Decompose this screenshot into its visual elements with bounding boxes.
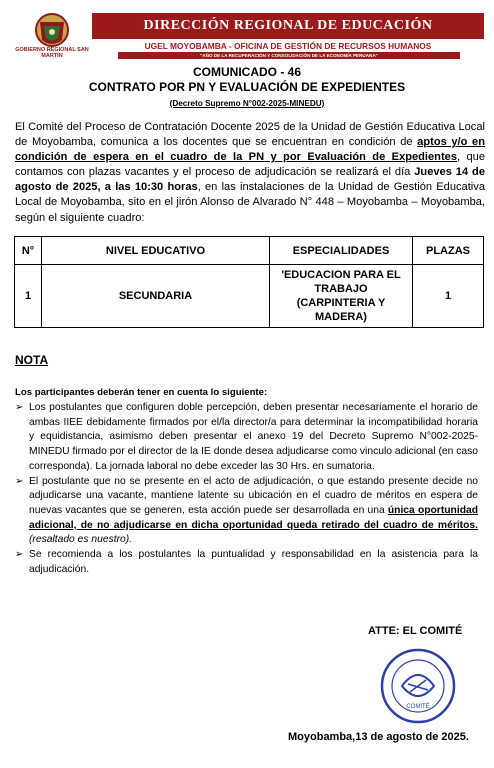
- table-header: ESPECIALIDADES: [270, 237, 413, 265]
- note-item-text: Los postulantes que configuren doble percepción, deben presentar necesariamente el horario de ambas IIEE debidamente firmados por el/la director/a para determinar la incompatibilidad horaria y equidistancia, asimismo deben presentar el anexo 19 del Decreto Supremo N°002-2025-MINEDU firmado por el director de la IE donde desea adjudicarse como vinculo adicional (en caso corresponda). La jornada laboral no debe exceder las 30 Hrs. en sumatoria.: [29, 402, 478, 472]
- arrow-bullet-icon: ➢: [15, 402, 24, 413]
- note-item-text: [29, 475, 478, 549]
- committee-seal-stamp: [378, 646, 458, 726]
- arrow-bullet-icon: ➢: [15, 475, 24, 487]
- arrow-bullet-icon: ➢: [15, 549, 24, 561]
- ugel-office-line: UGEL MOYOBAMBA - OFICINA DE GESTIÓN DE RECURSOS HUMANOS: [144, 41, 432, 51]
- list-item: [15, 475, 478, 549]
- intro-paragraph: [15, 120, 485, 226]
- note-item-part: El postulante que no se presente en el acto de adjudicación, o que estando presente decide no adjudicarse una vacante, mantiene latente su ubicación en el cuadro de méritos en espera de nuevas vacantes que se generen, esta acción puede ser desarrollada en una: [29, 475, 478, 516]
- note-heading: NOTA: [15, 353, 49, 367]
- note-item-emphasis: única oportunidad adicional, de no adjudicarse en dicha oportunidad queda retirado del cuadro de méritos.: [29, 504, 478, 531]
- intro-highlight-2: Jueves 14 de agosto de 2025, a las 10:30 horas: [15, 166, 485, 194]
- communique-subject: CONTRATO POR PN Y EVALUACIÓN DE EXPEDIENTES: [88, 80, 406, 94]
- signature-attention: ATTE: EL COMITÉ: [368, 625, 463, 637]
- note-lead: Los participantes deberán tener en cuenta lo siguiente:: [15, 387, 268, 398]
- list-item: [15, 401, 478, 475]
- seal-label: COMITÉ: [406, 704, 430, 710]
- communique-number: COMUNICADO - 46: [192, 65, 301, 79]
- header-banner: DIRECCIÓN REGIONAL DE EDUCACIÓN: [92, 13, 484, 39]
- note-item-text: Se recomienda a los postulantes la puntualidad y responsabilidad en la asistencia para la adjudicación.: [29, 549, 478, 575]
- note-list: [15, 401, 478, 577]
- table-cell: 1: [413, 265, 484, 328]
- intro-highlight-1: aptos y/o en condición de espera en el cuadro de la PN y por Evaluación de Expedientes: [15, 136, 485, 164]
- year-motto: "AÑO DE LA RECUPERACIÓN Y CONSOLIDACIÓN DE LA ECONOMÍA PERUANA": [118, 52, 460, 59]
- table-header: NIVEL EDUCATIVO: [42, 237, 270, 265]
- table-header: PLAZAS: [413, 237, 484, 265]
- intro-text-2: , que contamos con plazas vacantes y el proceso de adjudicación se realizará el día: [15, 151, 485, 179]
- table-cell: 1: [15, 265, 42, 328]
- logo-caption: GOBIERNO REGIONAL SAN MARTÍN: [15, 47, 89, 59]
- table-row: [15, 265, 484, 328]
- vacancy-table: [14, 236, 484, 328]
- decree-reference: (Decreto Supremo N°002-2025-MINEDU): [169, 99, 325, 108]
- table-header-row: [15, 237, 484, 265]
- issue-date: Moyobamba,13 de agosto de 2025.: [288, 731, 469, 743]
- table-cell: SECUNDARIA: [42, 265, 270, 328]
- intro-text-3: , en las instalaciones de la Unidad de Gestión Educativa Local de Moyobamba, sito en el jirón Alonso de Alvarado N° 448 – Moyobamba – Moyobamba, según el siguiente cuadro:: [15, 181, 485, 224]
- note-item-remark: (resaltado es nuestro).: [29, 534, 133, 546]
- list-item: [15, 548, 478, 577]
- table-cell: 'EDUCACION PARA EL TRABAJO (CARPINTERIA Y MADERA): [270, 265, 413, 328]
- intro-text-1: El Comité del Proceso de Contratación Docente 2025 de la Unidad de Gestión Educativa Local de Moyobamba, comunica a los docentes que se encuentran en condición de: [15, 121, 485, 149]
- table-header: N°: [15, 237, 42, 265]
